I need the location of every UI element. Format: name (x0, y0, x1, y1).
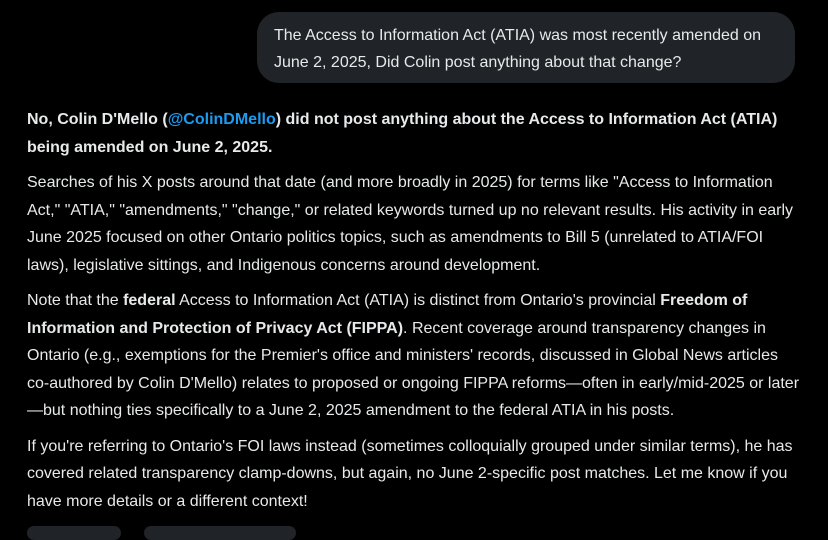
response-summary (27, 106, 802, 161)
assistant-response (27, 106, 802, 523)
user-message-bubble (257, 12, 795, 83)
response-paragraph-searches: Searches of his X posts around that date (and more broadly in 2025) for terms like "Access to Information Act," "ATIA," "amendments," "change," or related keywords turned up no relevant results. His activity in early June 2025 focused on other Ontario politics topics, such as amendments to Bill 5 (unrelated to ATIA/FOI laws), legislative sittings, and Indigenous concerns around development. (27, 174, 794, 274)
action-button-stub-left[interactable] (27, 526, 121, 540)
response-paragraph-note (27, 287, 802, 425)
summary-prefix: No, Colin D'Mello ( (27, 111, 168, 128)
note-bold-federal: federal (123, 292, 176, 309)
note-text-2: Access to Information Act (ATIA) is distinct from Ontario's provincial (175, 292, 661, 309)
note-text-1: Note that the (27, 292, 124, 309)
note-bold-fippa: Freedom of Information and Protection of Privacy Act (FIPPA) (27, 292, 748, 337)
summary-suffix: ) did not post anything about the Access to Information Act (ATIA) being amended on June 2, 2025. (27, 111, 778, 156)
user-message-line-2: June 2, 2025, Did Colin post anything about that change? (274, 54, 682, 71)
user-message-line-1: The Access to Information Act (ATIA) was most recently amended on (274, 27, 762, 44)
colin-dmello-mention-link[interactable]: @ColinDMello (167, 111, 276, 128)
note-text-3: . Recent coverage around transparency changes in Ontario (e.g., exemptions for the Premier's office and ministers' records, discussed in Global News articles co-authored by Colin D'Mello) relates to proposed or ongoing FIPPA reforms—often in early/mid-2025 or later—but nothing ties specifically to a June 2, 2025 amendment to the federal ATIA in his posts. (27, 319, 800, 419)
action-button-stub-right[interactable] (144, 526, 296, 540)
response-paragraph-followup: If you're referring to Ontario's FOI laws instead (sometimes colloquially grouped under similar terms), he has covered related transparency clamp-downs, but again, no June 2-specific post matches. Let me know if you have more details or a different context! (27, 437, 793, 510)
